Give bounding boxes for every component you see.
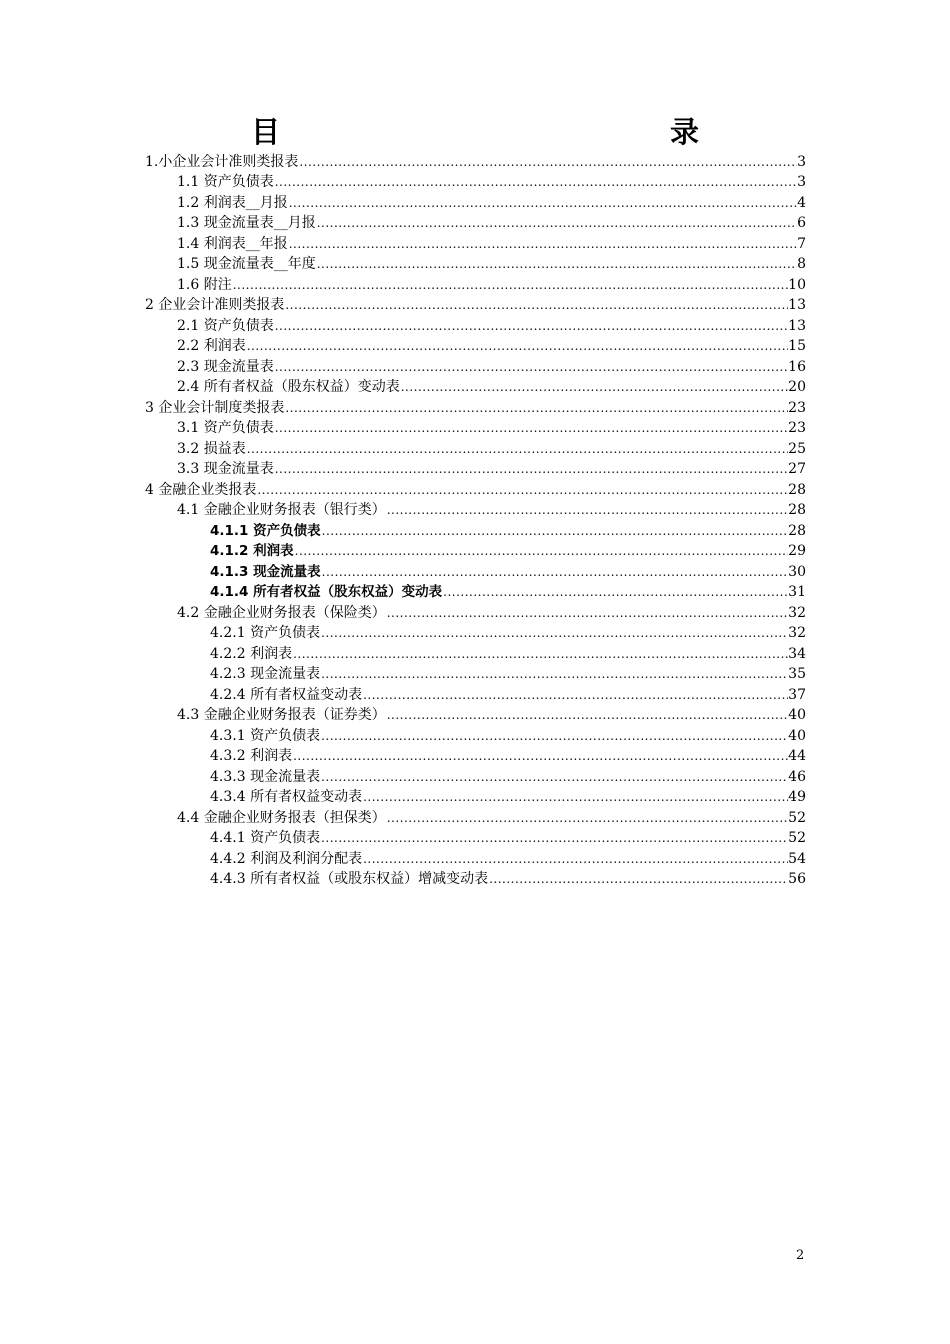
toc-entry-page: 56 (788, 871, 806, 887)
toc-entry[interactable] (177, 437, 806, 458)
toc-dot-leader (321, 830, 788, 847)
toc-entry-page: 32 (788, 625, 806, 641)
toc-entry-page: 25 (788, 440, 806, 457)
toc-entry[interactable] (177, 253, 806, 274)
toc-entry[interactable] (210, 724, 806, 745)
toc-entry-page: 28 (788, 522, 806, 539)
toc-dot-leader (321, 769, 788, 786)
toc-entry-label: 4.2.3 现金流量表 (210, 666, 321, 682)
toc-entry-page: 32 (788, 604, 806, 621)
toc-entry[interactable] (177, 212, 806, 233)
toc-dot-leader (489, 871, 788, 888)
toc-dot-leader (401, 379, 788, 396)
toc-entry-page: 40 (788, 707, 806, 723)
toc-entry-label: 4.1.1 资产负债表 (210, 522, 321, 539)
toc-entry[interactable] (210, 560, 806, 581)
toc-entry-label: 1.2 利润表__月报 (177, 194, 288, 211)
toc-entry-label: 4.3.2 利润表 (210, 748, 293, 764)
toc-entry-page: 7 (797, 235, 806, 252)
toc-entry-page: 20 (788, 379, 806, 395)
toc-entry-label: 4.3.1 资产负债表 (210, 727, 321, 744)
toc-entry[interactable] (210, 622, 806, 643)
table-of-contents (0, 150, 950, 888)
toc-dot-leader (321, 728, 788, 745)
toc-entry-label: 3.1 资产负债表 (177, 420, 274, 436)
toc-dot-leader (275, 420, 788, 437)
toc-dot-leader (293, 646, 788, 663)
toc-entry-label: 4 金融企业类报表 (145, 481, 257, 498)
toc-entry-label: 3.3 现金流量表 (177, 461, 274, 477)
toc-entry-label: 1.5 现金流量表__年度 (177, 256, 316, 272)
toc-entry[interactable] (177, 704, 806, 725)
toc-dot-leader (289, 195, 797, 212)
toc-entry-label: 4.4.1 资产负债表 (210, 830, 321, 846)
toc-dot-leader (275, 174, 797, 191)
toc-entry-label: 4.1.2 利润表 (210, 543, 294, 559)
toc-dot-leader (322, 523, 789, 540)
toc-dot-leader (285, 400, 788, 417)
toc-entry-label: 4.4.2 利润及利润分配表 (210, 850, 363, 867)
toc-entry[interactable] (177, 806, 806, 827)
toc-entry[interactable] (177, 376, 806, 397)
toc-dot-leader (275, 461, 788, 478)
toc-entry[interactable] (210, 847, 806, 868)
toc-dot-leader (443, 584, 788, 601)
toc-dot-leader (363, 789, 788, 806)
toc-dot-leader (275, 359, 788, 376)
toc-entry-page: 54 (788, 850, 806, 867)
toc-entry-label: 4.4.3 所有者权益（或股东权益）增减变动表 (210, 871, 489, 887)
toc-entry-label: 4.2.4 所有者权益变动表 (210, 686, 363, 703)
toc-entry-page: 28 (788, 502, 806, 518)
toc-entry-page: 13 (788, 297, 806, 313)
toc-entry-label: 4.3 金融企业财务报表（证券类） (177, 707, 386, 723)
toc-entry-label: 4.3.3 现金流量表 (210, 768, 321, 785)
toc-dot-leader (387, 502, 788, 519)
toc-entry[interactable] (210, 765, 806, 786)
toc-entry[interactable] (210, 642, 806, 663)
toc-entry-page: 16 (788, 358, 806, 375)
toc-entry-page: 44 (788, 748, 806, 764)
toc-entry-label: 4.3.4 所有者权益变动表 (210, 789, 363, 805)
toc-entry-label: 1.4 利润表__年报 (177, 235, 288, 252)
toc-entry-page: 3 (797, 153, 806, 170)
toc-entry[interactable] (177, 232, 806, 253)
toc-entry[interactable] (210, 745, 806, 766)
toc-entry[interactable] (210, 540, 806, 561)
toc-entry-label: 2.4 所有者权益（股东权益）变动表 (177, 379, 400, 395)
page-title: 目 录 (250, 115, 890, 149)
toc-entry-page: 15 (788, 338, 806, 354)
toc-entry-page: 23 (788, 420, 806, 436)
toc-entry-label: 3.2 损益表 (177, 440, 246, 457)
toc-dot-leader (317, 256, 797, 273)
toc-entry[interactable] (210, 827, 806, 848)
toc-dot-leader (363, 851, 788, 868)
toc-entry-page: 52 (788, 809, 806, 826)
toc-entry-label: 2.2 利润表 (177, 338, 246, 354)
toc-entry-label: 2.3 现金流量表 (177, 358, 274, 375)
toc-entry-label: 4.1.3 现金流量表 (210, 563, 321, 580)
toc-entry-page: 27 (788, 461, 806, 477)
toc-entry[interactable] (177, 273, 806, 294)
toc-entry[interactable] (145, 396, 806, 417)
toc-dot-leader (233, 277, 788, 294)
toc-entry-label: 3 企业会计制度类报表 (145, 399, 285, 416)
toc-entry-page: 31 (788, 584, 806, 600)
toc-entry-page: 30 (788, 563, 806, 580)
toc-entry[interactable] (177, 499, 806, 520)
toc-entry[interactable] (177, 335, 806, 356)
toc-dot-leader (387, 605, 788, 622)
toc-entry[interactable] (210, 581, 806, 602)
toc-entry-label: 1.1 资产负债表 (177, 174, 274, 190)
toc-dot-leader (289, 236, 797, 253)
toc-entry-page: 35 (788, 666, 806, 682)
toc-dot-leader (363, 687, 788, 704)
toc-entry-page: 49 (788, 789, 806, 805)
toc-dot-leader (257, 482, 788, 499)
toc-entry-page: 6 (797, 215, 806, 231)
toc-entry-label: 4.2.2 利润表 (210, 645, 293, 662)
toc-entry-page: 52 (788, 830, 806, 846)
toc-entry-page: 8 (797, 256, 806, 272)
toc-dot-leader (247, 338, 788, 355)
toc-entry-label: 4.4 金融企业财务报表（担保类） (177, 809, 386, 826)
page-number: 2 (796, 1248, 805, 1263)
toc-dot-leader (275, 318, 788, 335)
toc-dot-leader (321, 666, 788, 683)
toc-entry[interactable] (210, 519, 806, 540)
toc-entry[interactable] (177, 458, 806, 479)
toc-entry[interactable] (210, 868, 806, 889)
toc-entry-label: 4.1.4 所有者权益（股东权益）变动表 (210, 584, 443, 600)
toc-dot-leader (387, 707, 788, 724)
toc-entry-label: 1.小企业会计准则类报表 (145, 153, 299, 170)
toc-entry-label: 1.3 现金流量表__月报 (177, 215, 316, 231)
toc-entry-label: 4.1 金融企业财务报表（银行类） (177, 502, 386, 518)
toc-entry-label: 2 企业会计准则类报表 (145, 297, 285, 313)
toc-entry-page: 10 (788, 276, 806, 293)
toc-entry-page: 28 (788, 481, 806, 498)
toc-dot-leader (317, 215, 797, 232)
toc-entry-page: 3 (797, 174, 806, 190)
toc-dot-leader (295, 543, 789, 560)
toc-entry-page: 23 (788, 399, 806, 416)
toc-entry-page: 40 (788, 727, 806, 744)
toc-entry-page: 13 (788, 317, 806, 334)
toc-dot-leader (322, 564, 789, 581)
toc-entry[interactable] (177, 601, 806, 622)
toc-entry[interactable] (145, 478, 806, 499)
toc-entry-page: 29 (788, 543, 806, 559)
toc-dot-leader (285, 297, 788, 314)
toc-entry[interactable] (210, 786, 806, 807)
toc-dot-leader (299, 154, 797, 171)
toc-entry[interactable] (177, 355, 806, 376)
toc-dot-leader (293, 748, 788, 765)
toc-entry[interactable] (145, 294, 806, 315)
toc-dot-leader (387, 810, 788, 827)
toc-entry-page: 4 (797, 194, 806, 211)
toc-entry-page: 34 (788, 645, 806, 662)
toc-dot-leader (247, 441, 788, 458)
toc-entry-label: 4.2.1 资产负债表 (210, 625, 321, 641)
toc-entry-page: 46 (788, 768, 806, 785)
toc-entry-label: 1.6 附注 (177, 276, 232, 293)
toc-entry-page: 37 (788, 686, 806, 703)
toc-entry[interactable] (145, 150, 806, 171)
toc-entry[interactable] (210, 663, 806, 684)
toc-entry[interactable] (177, 191, 806, 212)
toc-entry-label: 2.1 资产负债表 (177, 317, 274, 334)
toc-entry[interactable] (177, 314, 806, 335)
toc-entry-label: 4.2 金融企业财务报表（保险类） (177, 604, 386, 621)
toc-entry[interactable] (177, 171, 806, 192)
toc-entry[interactable] (210, 683, 806, 704)
toc-entry[interactable] (177, 417, 806, 438)
toc-dot-leader (321, 625, 788, 642)
